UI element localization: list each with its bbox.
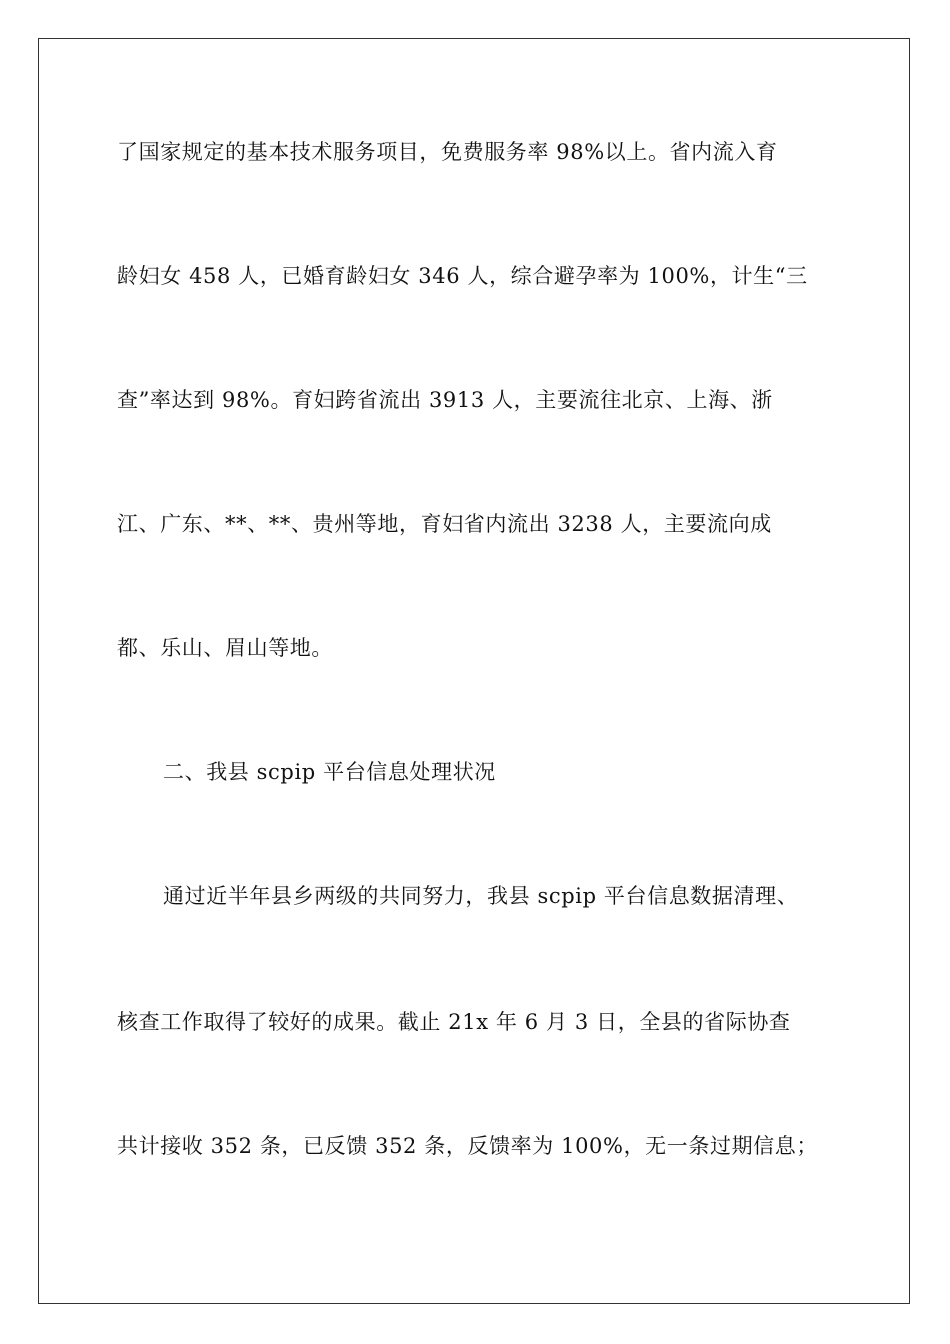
- body-text-line: 查”率达到 98%。育妇跨省流出 3913 人，主要流往北京、上海、浙: [117, 388, 773, 412]
- section-heading: 二、我县 scpip 平台信息处理状况: [163, 760, 496, 784]
- body-text-line: 都、乐山、眉山等地。: [117, 636, 333, 660]
- body-text-line: 共计接收 352 条，已反馈 352 条，反馈率为 100%，无一条过期信息；: [117, 1134, 818, 1158]
- body-text-line: 通过近半年县乡两级的共同努力，我县 scpip 平台信息数据清理、: [163, 884, 799, 908]
- body-text-line: 龄妇女 458 人，已婚育龄妇女 346 人，综合避孕率为 100%，计生“三: [117, 264, 808, 288]
- page-border: [38, 38, 910, 1304]
- body-text-line: 江、广东、**、**、贵州等地，育妇省内流出 3238 人，主要流向成: [117, 512, 772, 536]
- body-text-line: 了国家规定的基本技术服务项目，免费服务率 98%以上。省内流入育: [117, 140, 778, 164]
- body-text-line: 核查工作取得了较好的成果。截止 21x 年 6 月 3 日，全县的省际协查: [117, 1010, 791, 1034]
